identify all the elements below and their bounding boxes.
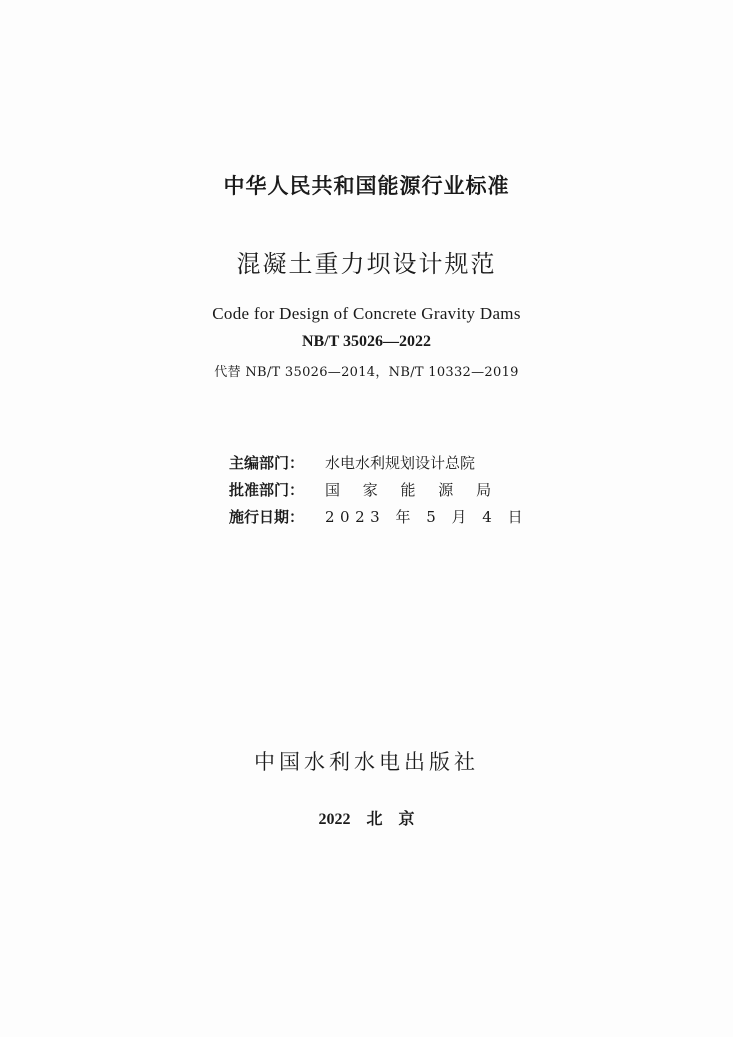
publisher: 中国水利水电出版社 bbox=[254, 750, 479, 774]
english-title: Code for Design of Concrete Gravity Dams bbox=[212, 304, 521, 323]
replaces-note: 代替 NB/T 35026—2014，NB/T 10332—2019 bbox=[214, 365, 519, 380]
editor-value: 水电水利规划设计总院 bbox=[325, 454, 476, 472]
approver-value: 国 家 能 源 局 bbox=[325, 481, 501, 499]
editor-row bbox=[229, 449, 528, 476]
issuance-info bbox=[229, 449, 528, 530]
standard-category: 中华人民共和国能源行业标准 bbox=[223, 174, 510, 198]
editor-label: 主编部门： bbox=[229, 454, 305, 472]
approver-row bbox=[229, 476, 528, 503]
chinese-title: 混凝土重力坝设计规范 bbox=[236, 250, 497, 278]
year-city: 2022 北 京 bbox=[318, 811, 415, 828]
standard-number: NB/T 35026—2022 bbox=[301, 333, 432, 350]
approver-label: 批准部门： bbox=[229, 481, 305, 499]
effective-date-value: 2023 年 5 月 4 日 bbox=[325, 508, 529, 526]
effective-date-label: 施行日期： bbox=[229, 508, 305, 526]
effective-date-row bbox=[229, 503, 528, 530]
